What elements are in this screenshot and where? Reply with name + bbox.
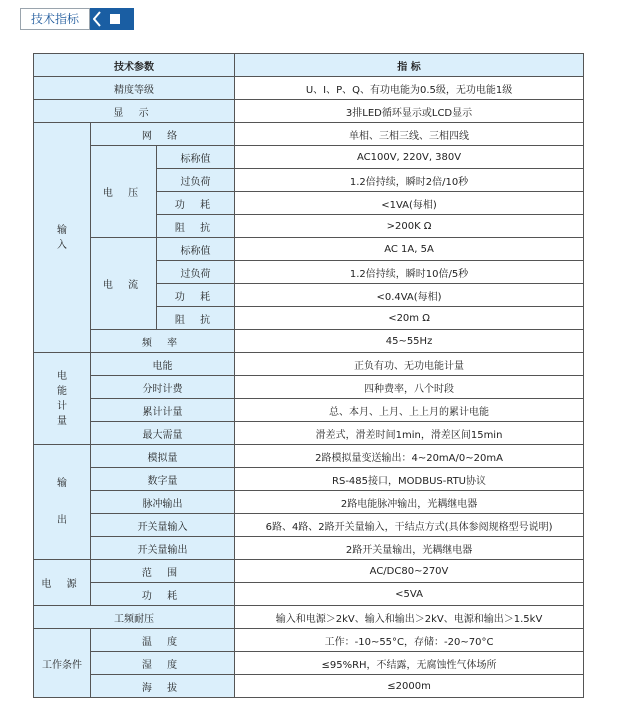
- output-group-label: 输 出: [34, 445, 91, 560]
- temperature-label: 温 度: [91, 629, 235, 652]
- voltage-impedance-label: 阻 抗: [157, 215, 235, 238]
- withstand-value: 输入和电源＞2kV、输入和输出＞2kV、电源和输出＞1.5kV: [235, 606, 584, 629]
- voltage-power-value: <1VA(每相): [235, 192, 584, 215]
- switch-output-label: 开关量输出: [91, 537, 235, 560]
- section-title: 技术指标: [20, 8, 90, 30]
- voltage-power-label: 功 耗: [157, 192, 235, 215]
- table-row: [34, 537, 584, 560]
- power-consumption-label: 功 耗: [91, 583, 235, 606]
- table-row: [34, 652, 584, 675]
- table-row: [34, 468, 584, 491]
- max-demand-value: 滑差式，滑差时间1min，滑差区间15min: [235, 422, 584, 445]
- digital-label: 数字量: [91, 468, 235, 491]
- table-row: [34, 238, 584, 261]
- power-range-value: AC/DC80~270V: [235, 560, 584, 583]
- table-row: [34, 514, 584, 537]
- table-row: [34, 123, 584, 146]
- voltage-nominal-value: AC100V, 220V, 380V: [235, 146, 584, 169]
- tou-value: 四种费率，八个时段: [235, 376, 584, 399]
- energy-label: 电能: [91, 353, 235, 376]
- current-overload-label: 过负荷: [157, 261, 235, 284]
- table-row: [34, 422, 584, 445]
- header-value: 指 标: [235, 54, 584, 77]
- table-row: [34, 491, 584, 514]
- table-row: [34, 583, 584, 606]
- current-overload-value: 1.2倍持续，瞬时10倍/5秒: [235, 261, 584, 284]
- energy-value: 正负有功、无功电能计量: [235, 353, 584, 376]
- max-demand-label: 最大需量: [91, 422, 235, 445]
- chevron-left-icon: [93, 11, 101, 27]
- spec-table: [33, 53, 584, 698]
- humidity-value: ≤95%RH，不结露，无腐蚀性气体场所: [235, 652, 584, 675]
- pulse-value: 2路电能脉冲输出，光耦继电器: [235, 491, 584, 514]
- tou-label: 分时计费: [91, 376, 235, 399]
- table-header-row: [34, 54, 584, 77]
- power-consumption-value: <5VA: [235, 583, 584, 606]
- network-value: 单相、三相三线、三相四线: [235, 123, 584, 146]
- current-power-label: 功 耗: [157, 284, 235, 307]
- current-nominal-label: 标称值: [157, 238, 235, 261]
- frequency-label: 频 率: [91, 330, 235, 353]
- temperature-value: 工作：-10~55°C，存储：-20~70°C: [235, 629, 584, 652]
- digital-value: RS-485接口，MODBUS-RTU协议: [235, 468, 584, 491]
- table-row: [34, 675, 584, 698]
- square-icon: [110, 14, 120, 24]
- current-nominal-value: AC 1A, 5A: [235, 238, 584, 261]
- table-row: [34, 560, 584, 583]
- switch-input-value: 6路、4路、2路开关量输入，干结点方式(具体参阅规格型号说明): [235, 514, 584, 537]
- voltage-overload-label: 过负荷: [157, 169, 235, 192]
- display-value: 3排LED循环显示或LCD显示: [235, 100, 584, 123]
- section-header: [20, 8, 134, 30]
- power-group-label: 电 源: [34, 560, 91, 606]
- header-param: 技术参数: [34, 54, 235, 77]
- input-group-label: 输 入: [34, 123, 91, 353]
- humidity-label: 湿 度: [91, 652, 235, 675]
- table-row: [34, 146, 584, 169]
- current-impedance-value: <20m Ω: [235, 307, 584, 330]
- table-row: [34, 376, 584, 399]
- altitude-label: 海 拔: [91, 675, 235, 698]
- display-label: 显 示: [34, 100, 235, 123]
- voltage-nominal-label: 标称值: [157, 146, 235, 169]
- table-row: [34, 77, 584, 100]
- cumulative-label: 累计计量: [91, 399, 235, 422]
- accuracy-value: U、I、P、Q、有功电能为0.5级，无功电能1级: [235, 77, 584, 100]
- power-range-label: 范 围: [91, 560, 235, 583]
- accuracy-label: 精度等级: [34, 77, 235, 100]
- current-power-value: <0.4VA(每相): [235, 284, 584, 307]
- withstand-label: 工频耐压: [34, 606, 235, 629]
- frequency-value: 45~55Hz: [235, 330, 584, 353]
- energy-group-label: 电 能 计 量: [34, 353, 91, 445]
- pulse-label: 脉冲输出: [91, 491, 235, 514]
- current-label: 电 流: [91, 238, 157, 330]
- table-row: [34, 629, 584, 652]
- table-row: [34, 445, 584, 468]
- cumulative-value: 总、本月、上月、上上月的累计电能: [235, 399, 584, 422]
- table-row: [34, 399, 584, 422]
- altitude-value: ≤2000m: [235, 675, 584, 698]
- switch-output-value: 2路开关量输出，光耦继电器: [235, 537, 584, 560]
- section-tab: [90, 8, 134, 30]
- voltage-overload-value: 1.2倍持续，瞬时2倍/10秒: [235, 169, 584, 192]
- switch-input-label: 开关量输入: [91, 514, 235, 537]
- current-impedance-label: 阻 抗: [157, 307, 235, 330]
- environment-group-label: 工作条件: [34, 629, 91, 698]
- table-row: [34, 606, 584, 629]
- table-row: [34, 353, 584, 376]
- table-row: [34, 330, 584, 353]
- network-label: 网 络: [91, 123, 235, 146]
- voltage-label: 电 压: [91, 146, 157, 238]
- voltage-impedance-value: >200K Ω: [235, 215, 584, 238]
- table-row: [34, 100, 584, 123]
- analog-label: 模拟量: [91, 445, 235, 468]
- analog-value: 2路模拟量变送输出：4~20mA/0~20mA: [235, 445, 584, 468]
